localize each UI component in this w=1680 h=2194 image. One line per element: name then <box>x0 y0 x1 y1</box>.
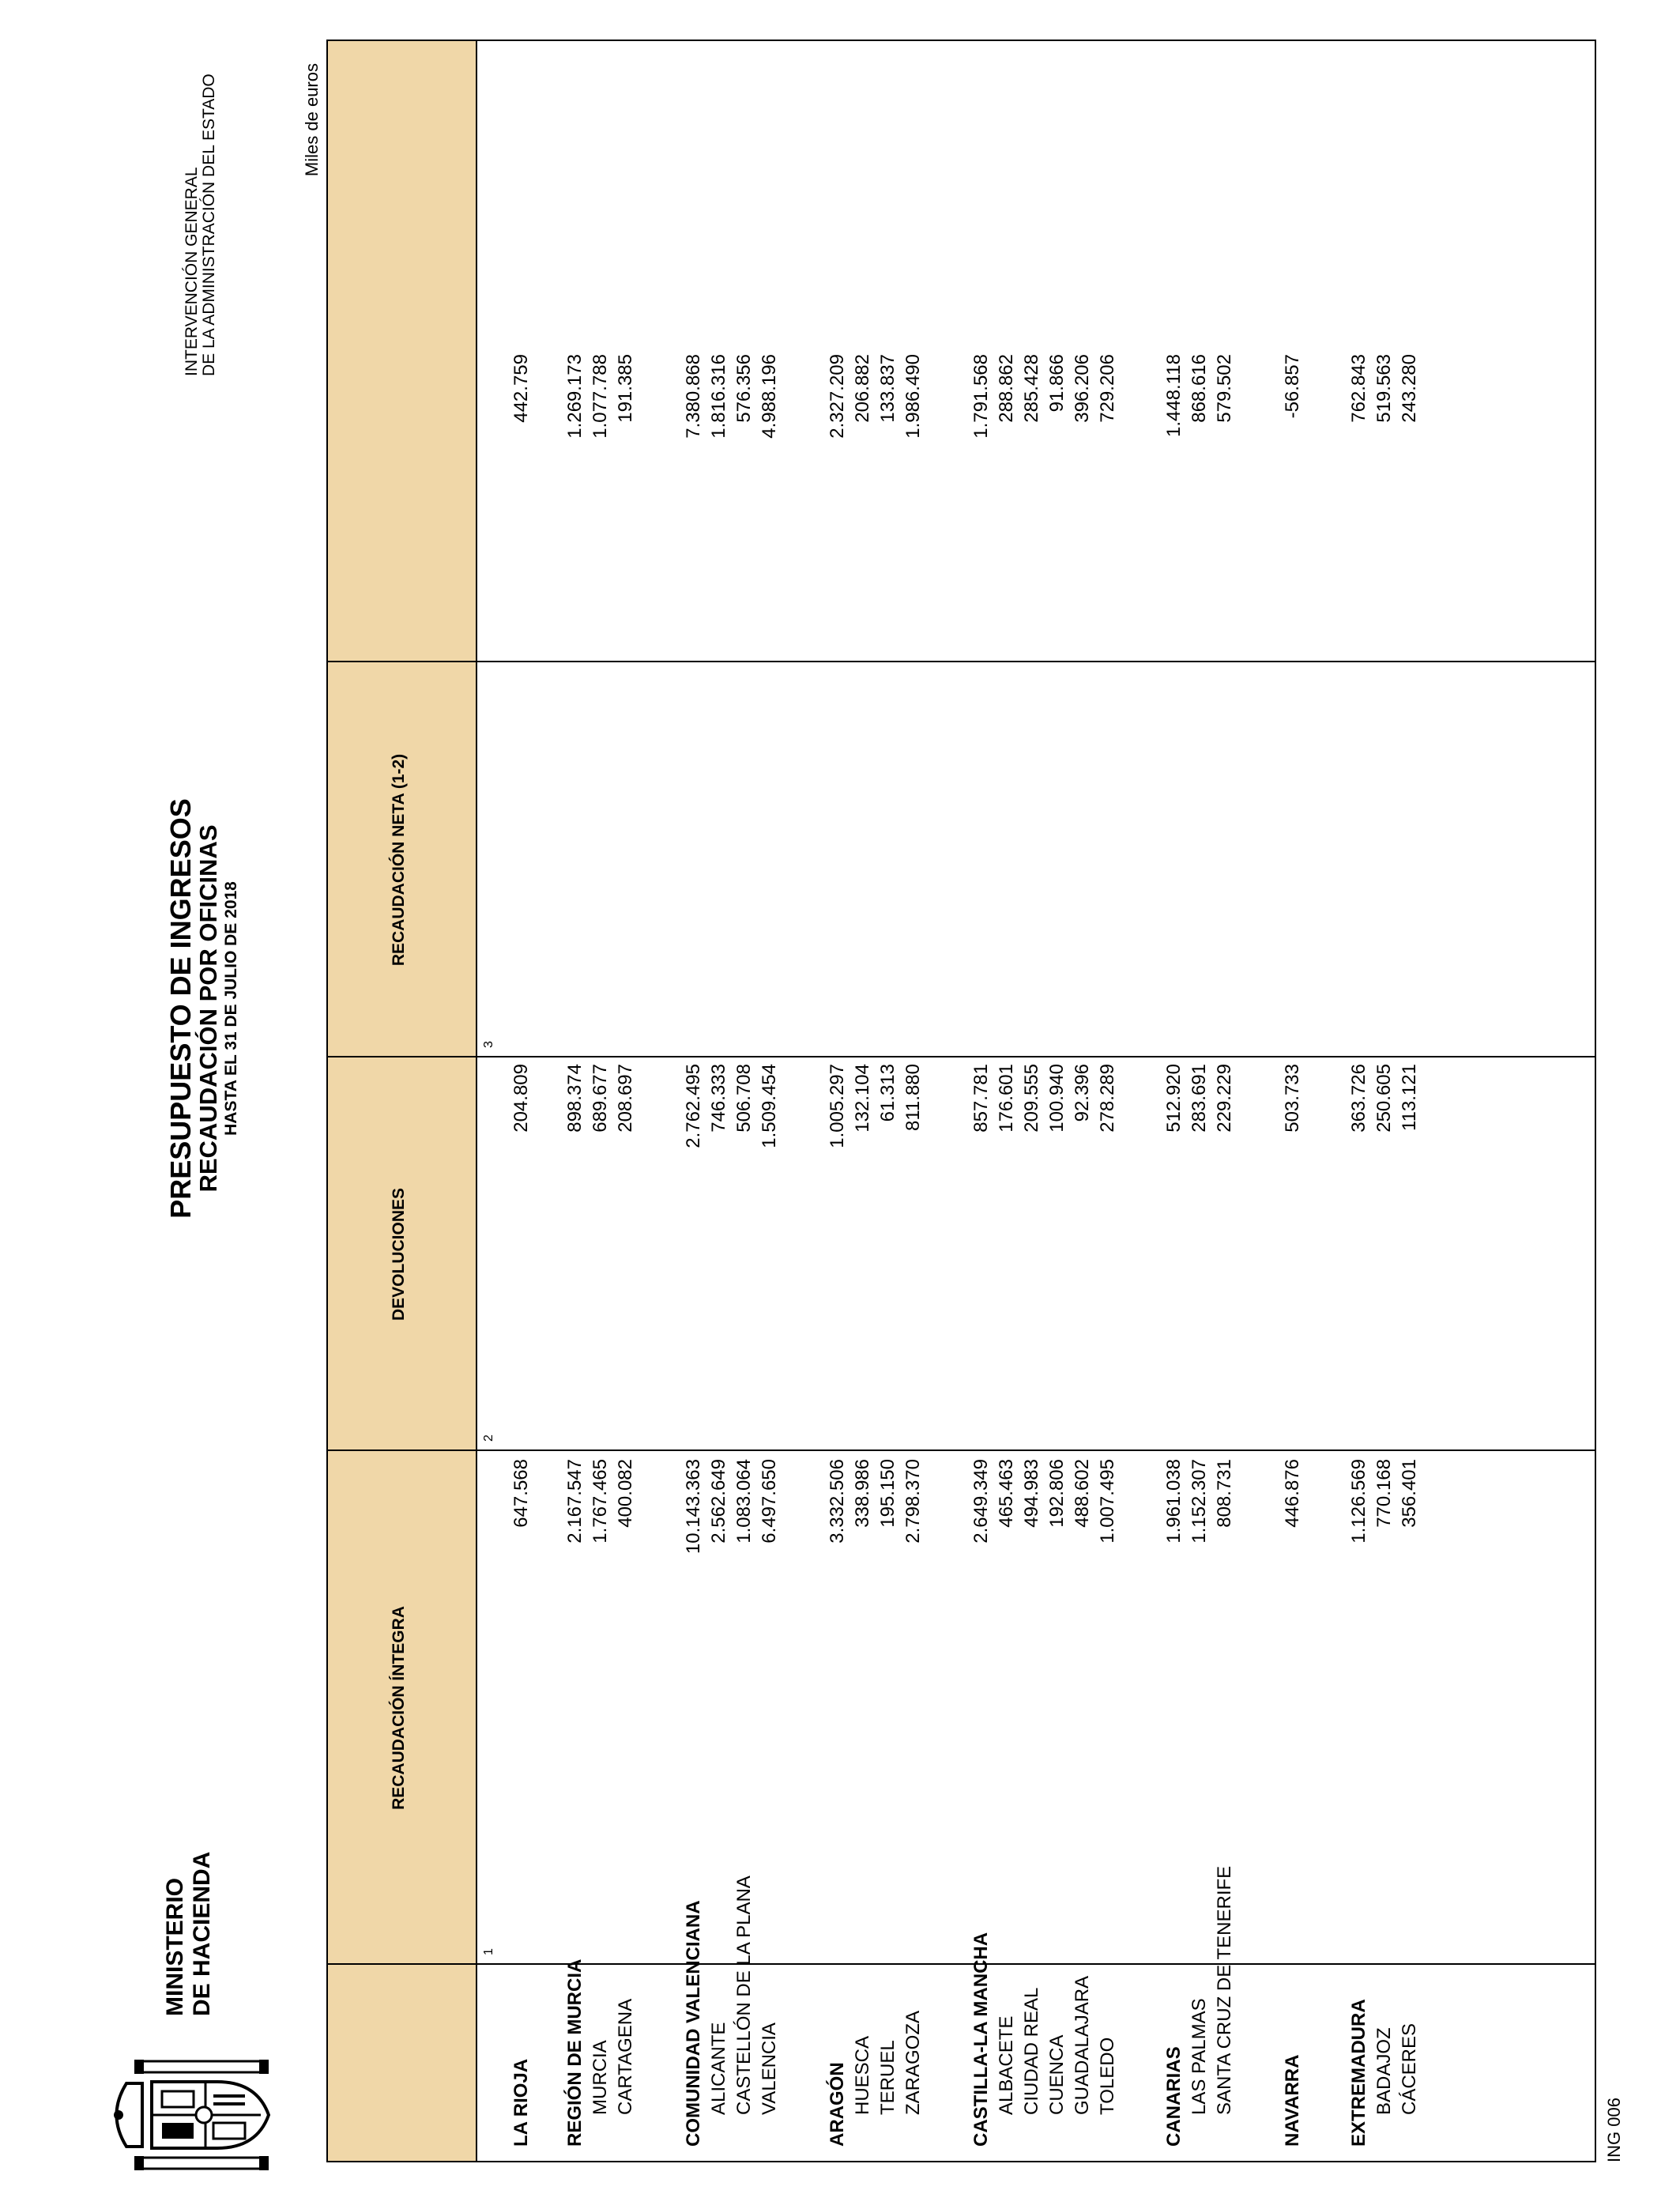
refunds-value: 250.605 <box>1373 1064 1395 1133</box>
refunds-value: 898.374 <box>564 1064 586 1133</box>
gross-value: 808.731 <box>1214 1459 1235 1528</box>
refunds-value: 204.809 <box>510 1064 532 1133</box>
gross-value: 1.007.495 <box>1097 1459 1118 1544</box>
row-label: ZARAGOZA <box>902 2010 924 2115</box>
gross-value: 647.568 <box>510 1459 532 1528</box>
igae-name <box>183 74 218 376</box>
table-row-group <box>969 41 994 2161</box>
net-value: 762.843 <box>1348 354 1369 423</box>
net-value: 2.327.209 <box>827 354 848 439</box>
gross-value: 446.876 <box>1282 1459 1303 1528</box>
refunds-value: 176.601 <box>996 1064 1017 1133</box>
gross-value: 2.649.349 <box>970 1459 992 1544</box>
row-label: CÁCERES <box>1399 2022 1420 2115</box>
net-value: 442.759 <box>510 354 532 423</box>
refunds-value: 811.880 <box>902 1064 924 1131</box>
refunds-value: 61.313 <box>877 1064 898 1122</box>
net-value: 206.882 <box>852 354 873 423</box>
net-value: 868.616 <box>1188 354 1210 423</box>
refunds-value: 746.333 <box>708 1064 729 1133</box>
gross-value: 2.562.649 <box>708 1459 729 1544</box>
net-value: 729.206 <box>1097 354 1118 423</box>
gross-value: 10.143.363 <box>683 1459 704 1555</box>
net-value: 579.502 <box>1214 354 1235 423</box>
table-row-group <box>1162 41 1187 2161</box>
table-row <box>1397 41 1422 2161</box>
table-row-group <box>681 41 706 2161</box>
column-title-gross: RECAUDACIÓN ÍNTEGRA <box>390 1606 408 1810</box>
refunds-value: 92.396 <box>1072 1064 1093 1122</box>
refunds-value: 278.289 <box>1097 1064 1118 1133</box>
refunds-value: 689.677 <box>590 1064 611 1133</box>
title-line3: HASTA EL 31 DE JULIO DE 2018 <box>222 881 240 1136</box>
row-label: CUENCA <box>1046 2034 1068 2115</box>
refunds-value: 363.726 <box>1348 1064 1369 1133</box>
gross-value: 356.401 <box>1399 1459 1420 1528</box>
igae-line1: INTERVENCIÓN GENERAL <box>183 167 201 376</box>
gross-value: 338.986 <box>852 1459 873 1528</box>
table-row <box>901 41 926 2161</box>
row-label: SANTA CRUZ DE TENERIFE <box>1214 1865 1235 2115</box>
row-label: TERUEL <box>877 2040 898 2115</box>
refunds-value: 2.762.495 <box>683 1064 704 1148</box>
net-value: 1.077.788 <box>590 354 611 439</box>
column-title-net: RECAUDACIÓN NETA (1-2) <box>390 753 408 967</box>
table-row <box>1070 41 1095 2161</box>
table-row <box>613 41 638 2161</box>
refunds-value: 208.697 <box>615 1064 636 1133</box>
row-label: LAS PALMAS <box>1188 1998 1210 2115</box>
net-value: 133.837 <box>877 354 898 423</box>
row-label: TOLEDO <box>1097 2037 1118 2115</box>
row-label: MURCIA <box>590 2040 611 2115</box>
table-row-group <box>563 41 588 2161</box>
table-row <box>1019 41 1045 2161</box>
row-label: COMUNIDAD VALENCIANA <box>683 1900 704 2147</box>
row-label: CASTELLÓN DE LA PLANA <box>733 1875 755 2115</box>
form-code: ING 006 <box>1604 2098 1624 2162</box>
table-row <box>1187 41 1212 2161</box>
igae-line2: DE LA ADMINISTRACIÓN DEL ESTADO <box>200 74 218 376</box>
row-label: ALICANTE <box>708 2022 729 2115</box>
gross-value: 2.167.547 <box>564 1459 586 1544</box>
net-value: 288.862 <box>996 354 1017 423</box>
revenue-table <box>326 40 1596 2162</box>
net-value: -56.857 <box>1282 354 1303 419</box>
row-label: CARTAGENA <box>615 1998 636 2115</box>
gross-value: 1.083.064 <box>733 1459 755 1544</box>
net-value: 396.206 <box>1072 354 1093 423</box>
row-label: NAVARRA <box>1282 2054 1303 2147</box>
table-row-group <box>509 41 534 2161</box>
row-label: CANARIAS <box>1163 2046 1185 2147</box>
refunds-value: 1.005.297 <box>827 1064 848 1148</box>
net-value: 285.428 <box>1021 354 1042 423</box>
ministry-name <box>162 1852 216 2016</box>
row-label: ALBACETE <box>996 2015 1017 2115</box>
column-number-2: 2 <box>482 1434 495 1442</box>
gross-value: 770.168 <box>1373 1459 1395 1528</box>
table-row-group <box>1280 41 1305 2161</box>
table-row <box>732 41 757 2161</box>
report-title <box>166 692 242 1325</box>
table-row <box>706 41 732 2161</box>
row-label: GUADALAJARA <box>1072 1975 1093 2115</box>
row-label: BADAJOZ <box>1373 2027 1395 2115</box>
net-value: 1.986.490 <box>902 354 924 439</box>
gross-value: 1.961.038 <box>1163 1459 1185 1544</box>
net-value: 4.988.196 <box>759 354 780 439</box>
ministry-line1: MINISTERIO <box>162 1877 188 2016</box>
table-row <box>994 41 1019 2161</box>
refunds-value: 209.555 <box>1021 1064 1042 1133</box>
row-label: EXTREMADURA <box>1348 1999 1369 2147</box>
column-number-1: 1 <box>482 1948 495 1955</box>
refunds-value: 113.121 <box>1399 1064 1420 1131</box>
table-row <box>1212 41 1237 2161</box>
title-line1: PRESUPUESTO DE INGRESOS <box>164 798 197 1219</box>
gross-value: 488.602 <box>1072 1459 1093 1528</box>
refunds-value: 503.733 <box>1282 1064 1303 1133</box>
row-label: HUESCA <box>852 2035 873 2115</box>
gross-value: 1.767.465 <box>590 1459 611 1544</box>
gross-value: 6.497.650 <box>759 1459 780 1544</box>
table-row <box>1372 41 1397 2161</box>
refunds-value: 506.708 <box>733 1064 755 1133</box>
title-line2: RECAUDACIÓN POR OFICINAS <box>194 824 222 1193</box>
net-value: 576.356 <box>733 354 755 423</box>
table-row <box>588 41 613 2161</box>
gross-value: 400.082 <box>615 1459 636 1528</box>
coat-of-arms-icon <box>111 2060 277 2170</box>
row-label: VALENCIA <box>759 2022 780 2115</box>
net-value: 1.816.316 <box>708 354 729 439</box>
net-value: 191.385 <box>615 354 636 423</box>
table-row-group <box>1347 41 1372 2161</box>
units-label: Miles de euros <box>302 63 322 177</box>
net-value: 7.380.868 <box>683 354 704 439</box>
row-label: ARAGÓN <box>827 2062 848 2147</box>
gross-value: 494.983 <box>1021 1459 1042 1528</box>
gross-value: 465.463 <box>996 1459 1017 1528</box>
net-value: 519.563 <box>1373 354 1395 423</box>
table-row <box>850 41 876 2161</box>
row-label: REGIÓN DE MURCIA <box>564 1958 586 2147</box>
column-title-refunds: DEVOLUCIONES <box>390 1187 408 1321</box>
ministry-line2: DE HACIENDA <box>189 1851 215 2016</box>
refunds-value: 100.940 <box>1046 1064 1068 1133</box>
column-number-3: 3 <box>482 1041 495 1048</box>
gross-value: 3.332.506 <box>827 1459 848 1544</box>
refunds-value: 512.920 <box>1163 1064 1185 1133</box>
table-row <box>757 41 782 2161</box>
row-label: CASTILLA-LA MANCHA <box>970 1932 992 2147</box>
gross-value: 1.152.307 <box>1188 1459 1210 1544</box>
net-value: 243.280 <box>1399 354 1420 423</box>
net-value: 1.448.118 <box>1163 354 1185 437</box>
net-value: 1.791.568 <box>970 354 992 439</box>
table-row <box>1045 41 1070 2161</box>
refunds-value: 132.104 <box>852 1064 873 1133</box>
refunds-value: 1.509.454 <box>759 1064 780 1148</box>
gross-value: 1.126.569 <box>1348 1459 1369 1544</box>
gross-value: 2.798.370 <box>902 1459 924 1544</box>
net-value: 91.866 <box>1046 354 1068 413</box>
table-row <box>1095 41 1121 2161</box>
table-row-group <box>825 41 850 2161</box>
refunds-value: 283.691 <box>1188 1064 1210 1133</box>
gross-value: 192.806 <box>1046 1459 1068 1528</box>
row-label: LA RIOJA <box>510 2058 532 2147</box>
table-row <box>876 41 901 2161</box>
row-label: CIUDAD REAL <box>1021 1987 1042 2115</box>
refunds-value: 857.781 <box>970 1064 992 1133</box>
refunds-value: 229.229 <box>1214 1064 1235 1133</box>
gross-value: 195.150 <box>877 1459 898 1528</box>
net-value: 1.269.173 <box>564 354 586 439</box>
